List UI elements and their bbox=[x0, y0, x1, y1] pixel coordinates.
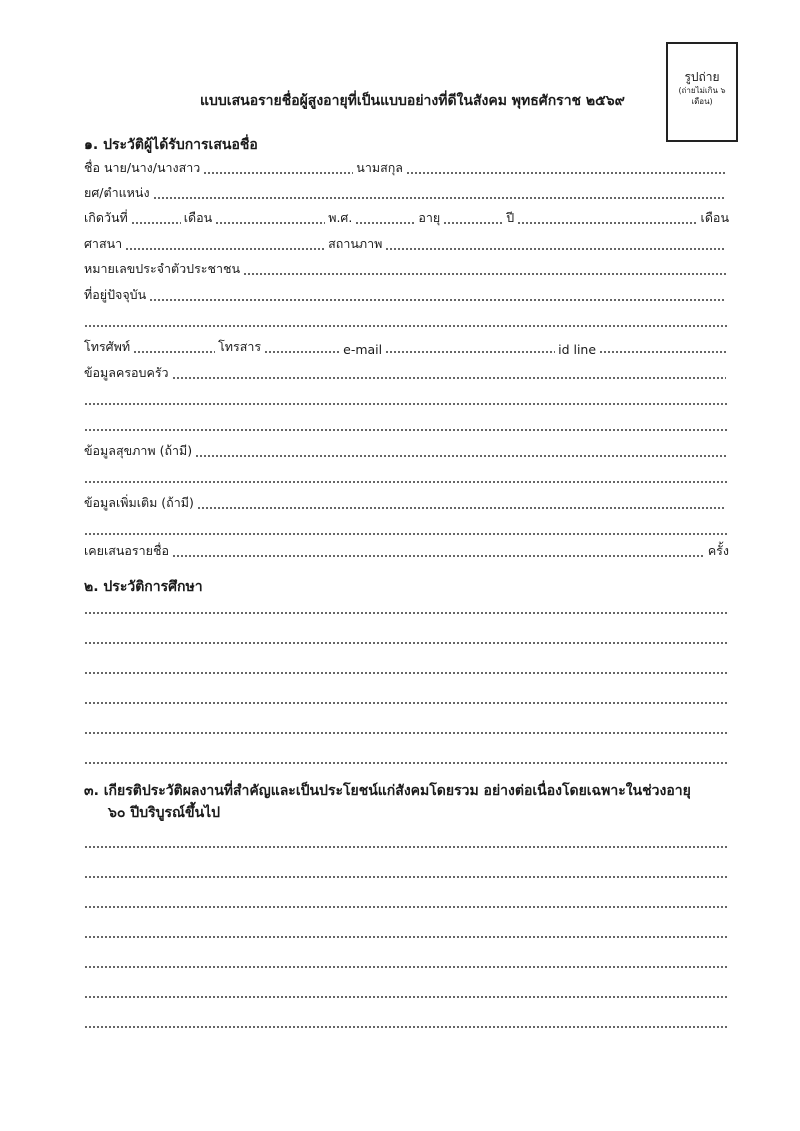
photo-note-line1: (ถ่ายไม่เกิน ๖ bbox=[678, 86, 726, 95]
education-field[interactable] bbox=[84, 731, 729, 735]
family-continue-row-2 bbox=[84, 417, 729, 435]
section3-heading-line1: ๓. เกียรติประวัติผลงานที่สำคัญและเป็นประโยชน์แก่สังคมโดยรวม อย่างต่อเนื่องโดยเฉพาะในช่วงอายุ bbox=[84, 783, 691, 799]
family-field[interactable] bbox=[172, 376, 726, 380]
family-continue-row-1 bbox=[84, 391, 729, 409]
rank-label: ยศ/ตำแหน่ง bbox=[84, 185, 150, 200]
contact-row bbox=[84, 339, 729, 357]
birth-day-label: เกิดวันที่ bbox=[84, 210, 128, 225]
birth-month-label: เดือน bbox=[183, 210, 213, 225]
surname-field[interactable] bbox=[406, 171, 726, 175]
achievement-field[interactable] bbox=[84, 995, 729, 999]
name-row bbox=[84, 160, 729, 178]
health-continue-field[interactable] bbox=[84, 480, 729, 484]
photo-box[interactable] bbox=[666, 42, 738, 142]
achievement-field[interactable] bbox=[84, 935, 729, 939]
fax-label: โทรสาร bbox=[218, 339, 262, 354]
line-field[interactable] bbox=[599, 350, 726, 354]
id-row bbox=[84, 261, 729, 279]
education-field[interactable] bbox=[84, 641, 729, 645]
extra-continue-field[interactable] bbox=[84, 532, 729, 536]
achievement-line bbox=[84, 924, 729, 942]
rank-row bbox=[84, 185, 729, 203]
age-label: อายุ bbox=[418, 210, 441, 225]
surname-label: นามสกุล bbox=[356, 160, 403, 175]
birth-day-field[interactable] bbox=[131, 221, 181, 225]
religion-field[interactable] bbox=[125, 247, 325, 251]
address-continue-row bbox=[84, 313, 729, 331]
birth-month-field[interactable] bbox=[215, 221, 325, 225]
nominated-label: เคยเสนอรายชื่อ bbox=[84, 543, 169, 558]
fax-field[interactable] bbox=[264, 350, 340, 354]
section3-heading-line2: ๖๐ ปีบริบูรณ์ขึ้นไป bbox=[108, 805, 221, 821]
achievement-field[interactable] bbox=[84, 905, 729, 909]
name-field[interactable] bbox=[203, 171, 353, 175]
religion-label: ศาสนา bbox=[84, 236, 123, 251]
section3-heading bbox=[84, 780, 734, 824]
name-label: ชื่อ นาย/นาง/นางสาว bbox=[84, 160, 201, 175]
rank-field[interactable] bbox=[153, 196, 726, 200]
times-label: ครั้ง bbox=[707, 543, 729, 558]
education-field[interactable] bbox=[84, 671, 729, 675]
birth-year-field[interactable] bbox=[355, 221, 415, 225]
birth-row bbox=[84, 210, 729, 228]
education-line bbox=[84, 630, 729, 648]
line-label: id line bbox=[558, 342, 597, 357]
address-label: ที่อยู่ปัจจุบัน bbox=[84, 287, 147, 302]
photo-title: รูปถ่าย bbox=[684, 70, 720, 84]
health-field[interactable] bbox=[195, 454, 726, 458]
age-field[interactable] bbox=[443, 221, 503, 225]
health-continue-row bbox=[84, 469, 729, 487]
extra-field[interactable] bbox=[197, 506, 726, 510]
achievement-line bbox=[84, 864, 729, 882]
family-label: ข้อมูลครอบครัว bbox=[84, 365, 169, 380]
id-label: หมายเลขประจำตัวประชาชน bbox=[84, 261, 241, 276]
nominated-field[interactable] bbox=[172, 554, 705, 558]
achievement-line bbox=[84, 1014, 729, 1032]
extra-row bbox=[84, 495, 729, 513]
address-continue-field[interactable] bbox=[84, 324, 729, 328]
health-label: ข้อมูลสุขภาพ (ถ้ามี) bbox=[84, 443, 193, 458]
education-line bbox=[84, 720, 729, 738]
extra-continue-row bbox=[84, 521, 729, 539]
education-field[interactable] bbox=[84, 701, 729, 705]
phone-label: โทรศัพท์ bbox=[84, 339, 131, 354]
achievement-line bbox=[84, 834, 729, 852]
status-label: สถานภาพ bbox=[328, 236, 383, 251]
achievement-field[interactable] bbox=[84, 965, 729, 969]
section1-heading: ๑. ประวัติผู้ได้รับการเสนอชื่อ bbox=[84, 137, 258, 153]
email-label: e-mail bbox=[343, 342, 383, 357]
education-line bbox=[84, 690, 729, 708]
education-line bbox=[84, 660, 729, 678]
education-line bbox=[84, 600, 729, 618]
religion-row bbox=[84, 236, 729, 254]
achievement-field[interactable] bbox=[84, 875, 729, 879]
education-line bbox=[84, 750, 729, 768]
section2-heading: ๒. ประวัติการศึกษา bbox=[84, 579, 203, 595]
achievement-field[interactable] bbox=[84, 1025, 729, 1029]
age-month-label: เดือน bbox=[700, 210, 729, 225]
achievement-line bbox=[84, 984, 729, 1002]
address-field[interactable] bbox=[149, 298, 726, 302]
document-title: แบบเสนอรายชื่อผู้สูงอายุที่เป็นแบบอย่างที่ดีในสังคม พุทธศักราช ๒๕๖๙ bbox=[200, 93, 625, 109]
achievement-field[interactable] bbox=[84, 845, 729, 849]
nominated-row bbox=[84, 543, 729, 561]
health-row bbox=[84, 443, 729, 461]
extra-label: ข้อมูลเพิ่มเติม (ถ้ามี) bbox=[84, 495, 194, 510]
education-field[interactable] bbox=[84, 761, 729, 765]
age-month-field[interactable] bbox=[517, 221, 697, 225]
education-field[interactable] bbox=[84, 611, 729, 615]
age-year-label: ปี bbox=[506, 210, 515, 225]
id-field[interactable] bbox=[243, 272, 726, 276]
email-field[interactable] bbox=[385, 350, 555, 354]
birth-year-label: พ.ศ. bbox=[328, 210, 353, 225]
family-continue-field[interactable] bbox=[84, 402, 729, 406]
phone-field[interactable] bbox=[133, 350, 215, 354]
family-continue-field[interactable] bbox=[84, 428, 729, 432]
achievement-line bbox=[84, 954, 729, 972]
address-row bbox=[84, 287, 729, 305]
family-row bbox=[84, 365, 729, 383]
achievement-line bbox=[84, 894, 729, 912]
status-field[interactable] bbox=[385, 247, 726, 251]
photo-note-line2: เดือน) bbox=[691, 97, 713, 106]
